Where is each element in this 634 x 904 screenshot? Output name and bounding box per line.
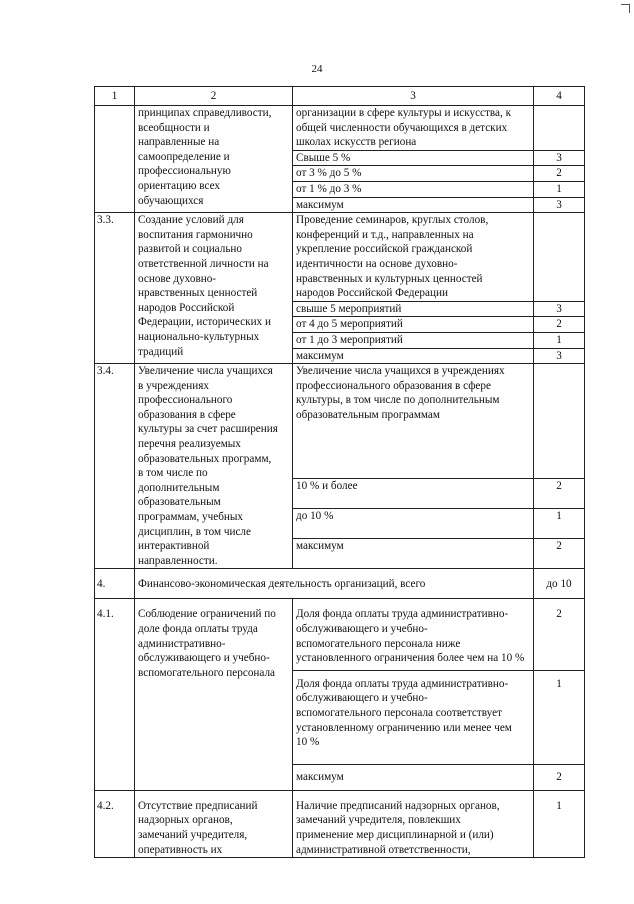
criterion-option: от 3 % до 5 % <box>293 166 534 182</box>
criterion-option: от 1 % до 3 % <box>293 181 534 197</box>
score-cell: 3 <box>534 197 585 213</box>
score-cell: 2 <box>534 539 585 569</box>
indicator-cell: Увеличение числа учащихся в учреждениях профессионального образования в сфере культуры за счет расширения перечня реализуемых образовательных программ, в том числе по дополнительным образовательным программам, учебных дисциплин, в том числе интерактивной направленности. <box>135 364 293 569</box>
criterion-option: Свыше 5 % <box>293 150 534 166</box>
table-row <box>95 790 585 857</box>
section-number <box>95 106 135 213</box>
header-col-3: 3 <box>293 87 534 106</box>
corner-mark <box>621 4 630 13</box>
criterion-cell: Увеличение числа учащихся в учреждениях профессионального образования в сфере культуры, в том числе по дополнительным образовательным программам <box>293 364 534 479</box>
criterion-option: от 4 до 5 мероприятий <box>293 317 534 333</box>
table-row <box>95 569 585 599</box>
section-number: 4. <box>95 569 135 599</box>
section-number: 3.3. <box>95 213 135 364</box>
score-cell <box>534 364 585 479</box>
criterion-option: 10 % и более <box>293 478 534 508</box>
score-cell: 2 <box>534 764 585 790</box>
score-cell: 2 <box>534 478 585 508</box>
score-cell: 1 <box>534 670 585 764</box>
criterion-cell: Доля фонда оплаты труда административно- обслуживающего и учебно- вспомогательного персонала ниже установленного ограничения более чем на 10 % <box>293 599 534 670</box>
criterion-cell: Наличие предписаний надзорных органов, замечаний учредителя, повлекших применение мер дисциплинарной и (или) административной ответственности, <box>293 790 534 857</box>
score-cell: 1 <box>534 509 585 539</box>
indicator-cell: Отсутствие предписаний надзорных органов, замечаний учредителя, оперативность их <box>135 790 293 857</box>
criterion-option: свыше 5 мероприятий <box>293 301 534 317</box>
score-cell: 2 <box>534 317 585 333</box>
table-header-row <box>95 87 585 106</box>
criterion-option: от 1 до 3 мероприятий <box>293 332 534 348</box>
criterion-option: максимум <box>293 539 534 569</box>
score-cell <box>534 213 585 302</box>
score-cell: 3 <box>534 348 585 364</box>
table-row <box>95 106 585 151</box>
header-col-2: 2 <box>135 87 293 106</box>
score-cell <box>534 106 585 151</box>
criterion-cell: организации в сфере культуры и искусства, к общей численности обучающихся в детских школах искусств региона <box>293 106 534 151</box>
criterion-option: максимум <box>293 197 534 213</box>
score-cell: 3 <box>534 150 585 166</box>
score-cell: 1 <box>534 181 585 197</box>
score-cell: 3 <box>534 301 585 317</box>
section-title: Финансово-экономическая деятельность организаций, всего <box>135 569 534 599</box>
page-number: 24 <box>311 63 323 75</box>
section-number: 4.1. <box>95 599 135 790</box>
score-cell: 2 <box>534 599 585 670</box>
score-cell: 2 <box>534 166 585 182</box>
indicator-cell: Соблюдение ограничений по доле фонда оплаты труда административно- обслуживающего и учебно- вспомогательного персонала <box>135 599 293 790</box>
table-row <box>95 364 585 479</box>
criterion-option: максимум <box>293 764 534 790</box>
header-col-1: 1 <box>95 87 135 106</box>
criteria-table <box>94 86 585 858</box>
section-number: 3.4. <box>95 364 135 569</box>
criterion-cell: Доля фонда оплаты труда административно- обслуживающего и учебно- вспомогательного персонала соответствует установленному ограничению или менее чем 10 % <box>293 670 534 764</box>
criterion-option: до 10 % <box>293 509 534 539</box>
score-cell: 1 <box>534 790 585 857</box>
score-cell: 1 <box>534 332 585 348</box>
criterion-cell: Проведение семинаров, круглых столов, конференций и т.д., направленных на укрепление российской гражданской идентичности на основе духовно- нравственных и культурных ценностей народов Российской Федерации <box>293 213 534 302</box>
criterion-option: максимум <box>293 348 534 364</box>
table-row <box>95 599 585 670</box>
indicator-cell: Создание условий для воспитания гармонично развитой и социально ответственной личности на основе духовно- нравственных ценностей народов Российской Федерации, исторических и национально-культурных традиций <box>135 213 293 364</box>
indicator-cell: принципах справедливости, всеобщности и направленные на самоопределение и профессиональную ориентацию всех обучающихся <box>135 106 293 213</box>
table-row <box>95 213 585 302</box>
section-number: 4.2. <box>95 790 135 857</box>
header-col-4: 4 <box>534 87 585 106</box>
score-cell: до 10 <box>534 569 585 599</box>
